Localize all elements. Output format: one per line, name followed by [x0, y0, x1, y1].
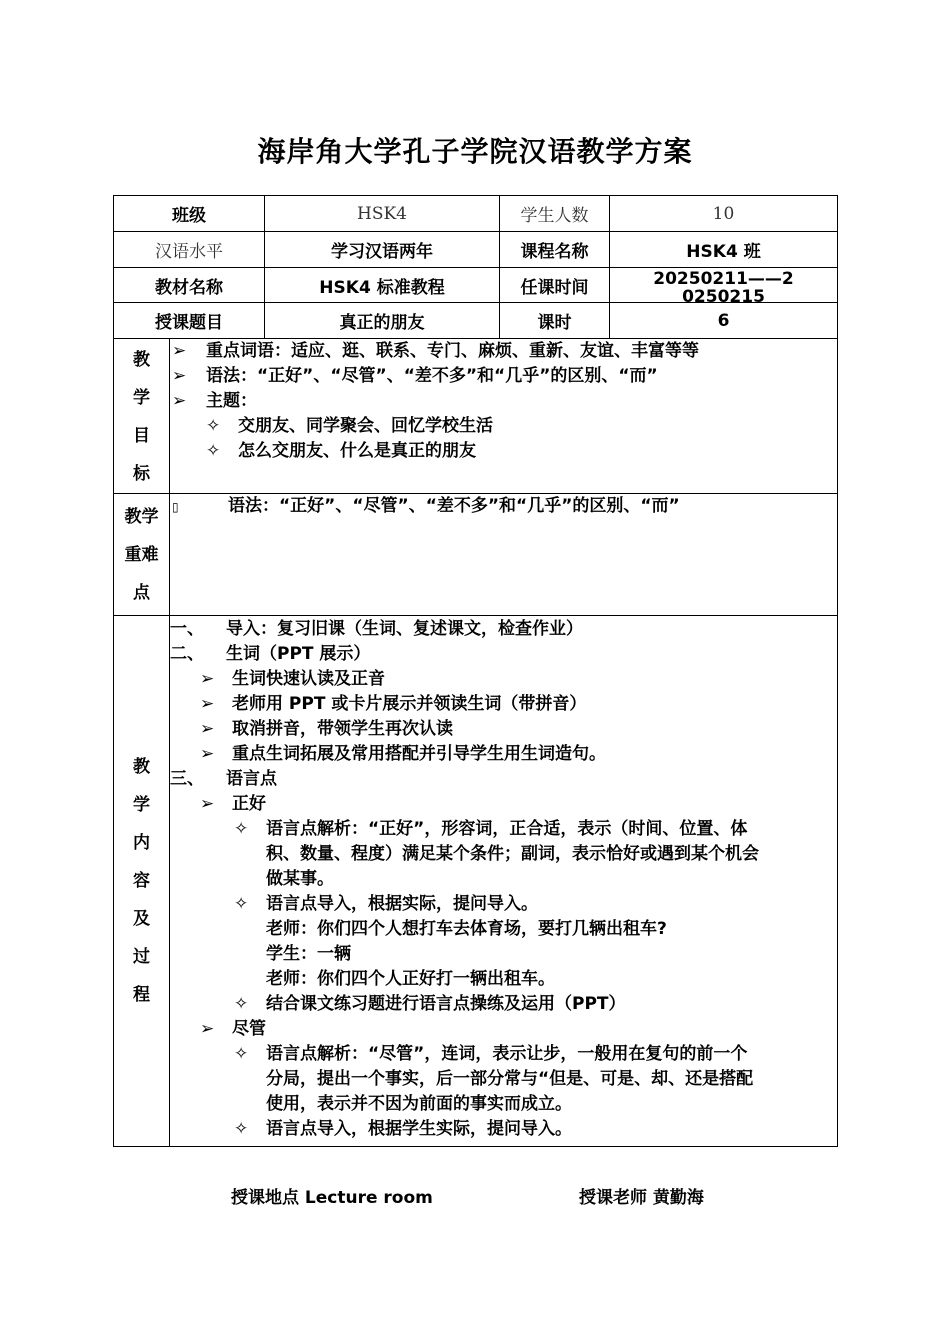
star-icon: ✧ [234, 1044, 249, 1064]
hours-value: 6 [610, 303, 838, 339]
class-label: 班级 [114, 196, 265, 232]
class-value: HSK4 [265, 196, 500, 232]
goals-label: 教 学 目 标 [114, 339, 170, 494]
content-label: 教 学 内 容 及 过 程 [114, 616, 170, 1147]
section-vocab: 生词（PPT 展示） [226, 644, 371, 664]
star-icon: ✧ [234, 894, 249, 914]
row-content [114, 616, 838, 1147]
arrow-icon: ➢ [172, 391, 187, 411]
lecture-location: 授课地点 Lecture room [231, 1188, 433, 1208]
goals-theme-label: 主题： [206, 391, 257, 411]
star-icon: ✧ [206, 441, 221, 461]
arrow-icon: ➢ [172, 366, 187, 386]
level-value: 学习汉语两年 [265, 232, 500, 268]
content-body: 一、 导入：复习旧课（生词、复述课文，检查作业） 二、 生词（PPT 展示） ➢ 生词快速认读及正音 ➢ 老师用 PPT 或卡片展示并领读生词（带拼音） ➢ 取消拼音，带领学生再次认读 ➢ 重点生词拓展及常用搭配并引导学生用生词造句。 三、 语言点 ➢ 正好 ✧ 语言点解析：“正好”，形容词，正合适，表示（时间、位置、体 积、数量、程度）满足某个条件；副词，表示恰好或遇到某个机会 做某事。 ✧ 语言点导入，根据实际，提问导入。 老师：你们四个人想打车去体育场，要打几辆出租车? 学生：一辆 老师：你们四个人正好打一辆出租车。 ✧ 结合课文练习题进行语言点操练及运用（PPT） ➢ 尽管 ✧ 语言点解析：“尽管”，连词，表示让步，一般用在复句的前一个 分局，提出一个事实，后一部分常与“但是、可是、却、还是搭配 使用，表示并不因为前面的事实而成立。 ✧ 语言点导入，根据学生实际，提问导入。 [170, 616, 838, 1147]
goals-vocab: 重点词语：适应、逛、联系、专门、麻烦、重新、友谊、丰富等等 [206, 341, 699, 361]
key-points-text: 语法：“正好”、“尽管”、“差不多”和“几乎”的区别、“而” [228, 496, 680, 516]
arrow-icon: ➢ [200, 794, 215, 814]
row-level [114, 232, 838, 268]
point-title: 正好 [232, 794, 266, 814]
row-topic [114, 303, 838, 339]
course-value: HSK4 班 [610, 232, 838, 268]
lesson-plan-table [113, 195, 838, 1147]
row-textbook [114, 268, 838, 303]
topic-value: 真正的朋友 [265, 303, 500, 339]
star-icon: ✧ [234, 819, 249, 839]
row-goals [114, 339, 838, 494]
arrow-icon: ➢ [172, 341, 187, 361]
period-label: 任课时间 [500, 268, 610, 303]
key-points-content [170, 494, 838, 616]
checkbox-icon: ▯ [172, 500, 179, 514]
topic-label: 授课题目 [114, 303, 265, 339]
star-icon: ✧ [234, 994, 249, 1014]
goals-theme-item: 交朋友、同学聚会、回忆学校生活 [238, 416, 493, 436]
level-label: 汉语水平 [114, 232, 265, 268]
page-title: 海岸角大学孔子学院汉语教学方案 [257, 135, 693, 168]
hours-label: 课时 [500, 303, 610, 339]
star-icon: ✧ [234, 1119, 249, 1139]
arrow-icon: ➢ [200, 669, 215, 689]
goals-grammar: 语法：“正好”、“尽管”、“差不多”和“几乎”的区别、“而” [206, 366, 658, 386]
key-points-label: 教学 重难 点 [114, 494, 170, 616]
teacher-name: 授课老师 黄勤海 [579, 1188, 704, 1208]
textbook-value: HSK4 标准教程 [265, 268, 500, 303]
textbook-label: 教材名称 [114, 268, 265, 303]
student-count-label: 学生人数 [500, 196, 610, 232]
row-key-points [114, 494, 838, 616]
arrow-icon: ➢ [200, 744, 215, 764]
section-grammar: 语言点 [226, 769, 277, 789]
goals-theme-item: 怎么交朋友、什么是真正的朋友 [238, 441, 476, 461]
period-value: 20250211——20250215 [653, 269, 794, 302]
section-intro: 导入：复习旧课（生词、复述课文，检查作业） [226, 619, 583, 639]
arrow-icon: ➢ [200, 719, 215, 739]
arrow-icon: ➢ [200, 1019, 215, 1039]
point-title: 尽管 [232, 1019, 266, 1039]
goals-content [170, 339, 838, 494]
student-count-value: 10 [610, 196, 838, 232]
row-class [114, 196, 838, 232]
star-icon: ✧ [206, 416, 221, 436]
arrow-icon: ➢ [200, 694, 215, 714]
course-label: 课程名称 [500, 232, 610, 268]
